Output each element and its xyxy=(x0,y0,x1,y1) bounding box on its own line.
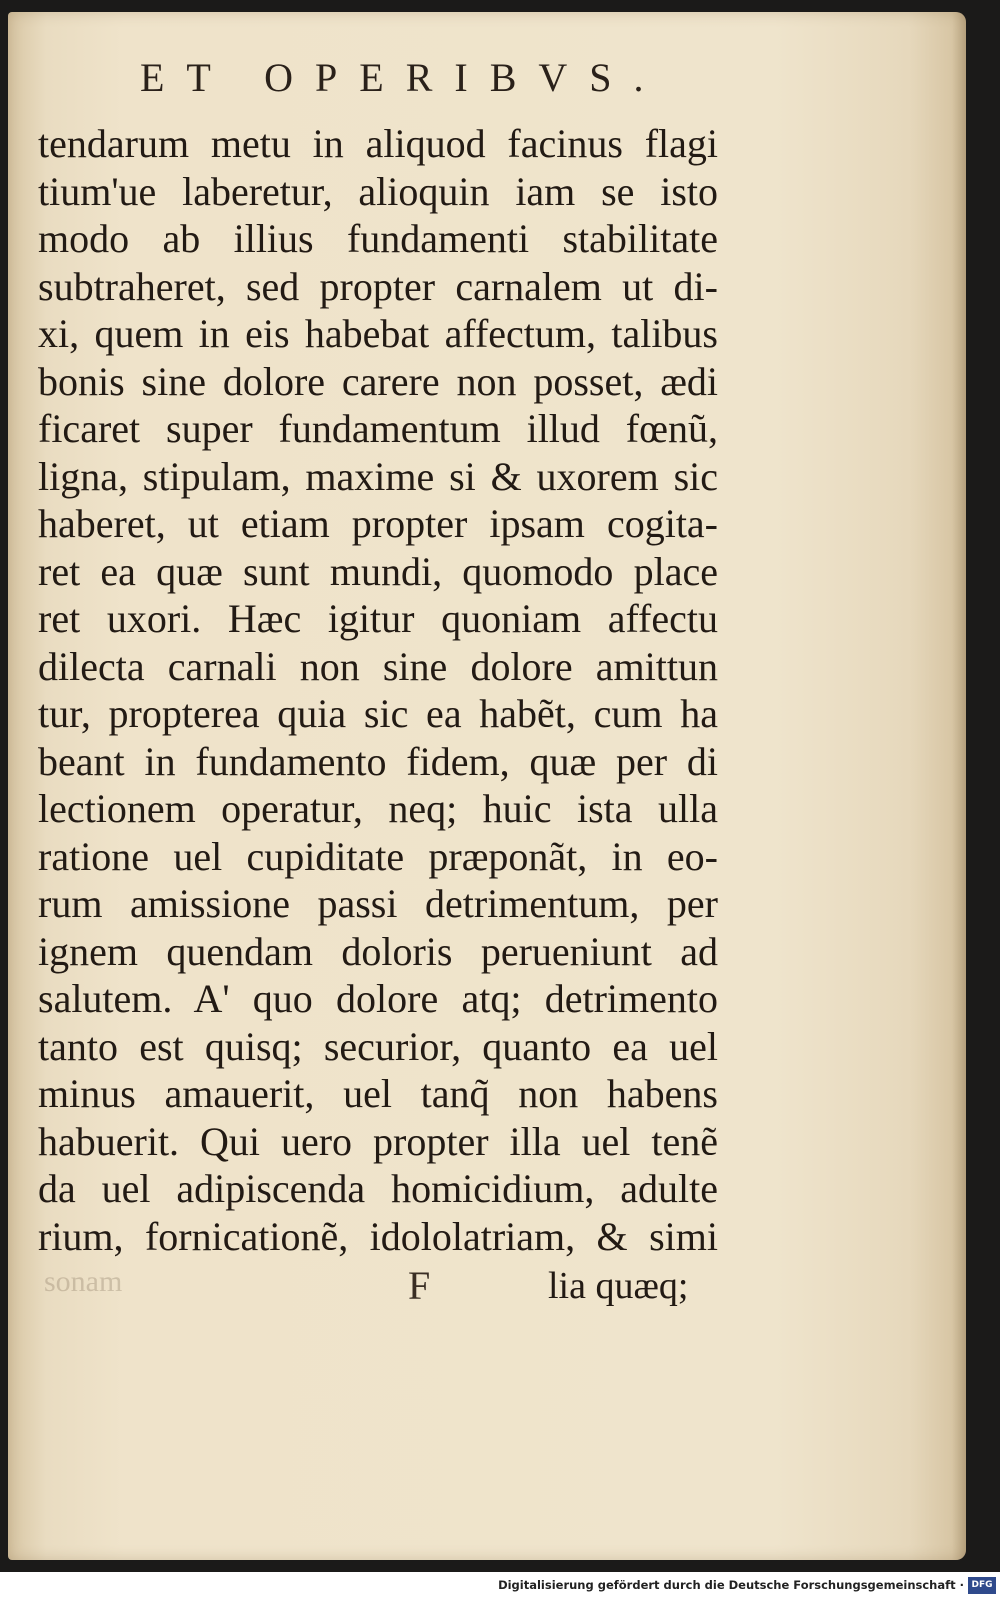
text-line: tium'ue laberetur, alioquin iam se isto xyxy=(38,168,718,214)
text-line: tur, propterea quia sic ea habẽt, cum ha xyxy=(38,691,718,736)
text-line: ratione uel cupiditate præponãt, in eo- xyxy=(38,833,718,879)
text-line: bonis sine dolore carere non posset, ædi xyxy=(38,358,718,404)
catchword: lia quæq; xyxy=(548,1265,689,1307)
text-line: ligna, stipulam, maxime si & uxorem sic xyxy=(38,453,718,499)
text-line: xi, quem in eis habebat affectum, talibus xyxy=(38,311,718,356)
text-line: ficaret super fundamentum illud fœnũ, xyxy=(38,406,718,451)
text-line: rium, fornicationẽ, idololatriam, & simi xyxy=(38,1213,718,1259)
text-line: tanto est quisq; securior, quanto ea uel xyxy=(38,1023,718,1069)
text-line: rum amissione passi detrimentum, per xyxy=(38,881,718,926)
text-line: da uel adipiscenda homicidium, adulte xyxy=(38,1166,718,1211)
signature-mark: F xyxy=(408,1263,431,1308)
text-line: tendarum metu in aliquod facinus flagi xyxy=(38,121,718,166)
page-edge-shadow xyxy=(952,12,966,1560)
text-line: ret ea quæ sunt mundi, quomodo place xyxy=(38,548,718,594)
text-line: habuerit. Qui uero propter illa uel tenẽ xyxy=(38,1118,718,1164)
dfg-logo-icon: DFG xyxy=(968,1577,996,1594)
text-line: salutem. A' quo dolore atq; detrimento xyxy=(38,976,718,1021)
text-line: subtraheret, sed propter carnalem ut di- xyxy=(38,263,718,309)
running-head: ET OPERIBVS. xyxy=(140,55,666,100)
text-line: haberet, ut etiam propter ipsam cogita- xyxy=(38,501,718,546)
text-line: ignem quendam doloris perueniunt ad xyxy=(38,928,718,974)
footer-bar xyxy=(0,1572,1000,1601)
text-line: beant in fundamento fidem, quæ per di xyxy=(38,738,718,784)
text-line: dilecta carnali non sine dolore amittun xyxy=(38,643,718,689)
text-line: modo ab illius fundamenti stabilitate xyxy=(38,216,718,261)
text-line: lectionem operatur, neq; huic ista ulla xyxy=(38,786,718,831)
show-through-text: sonam xyxy=(44,1265,123,1298)
digitization-credit: Digitalisierung gefördert durch die Deutsche Forschungsgemeinschaft · xyxy=(498,1578,964,1592)
text-line: minus amauerit, uel tanq̃ non habens xyxy=(38,1071,718,1116)
text-line: ret uxori. Hæc igitur quoniam affectu xyxy=(38,596,718,641)
body-text xyxy=(38,120,718,1260)
